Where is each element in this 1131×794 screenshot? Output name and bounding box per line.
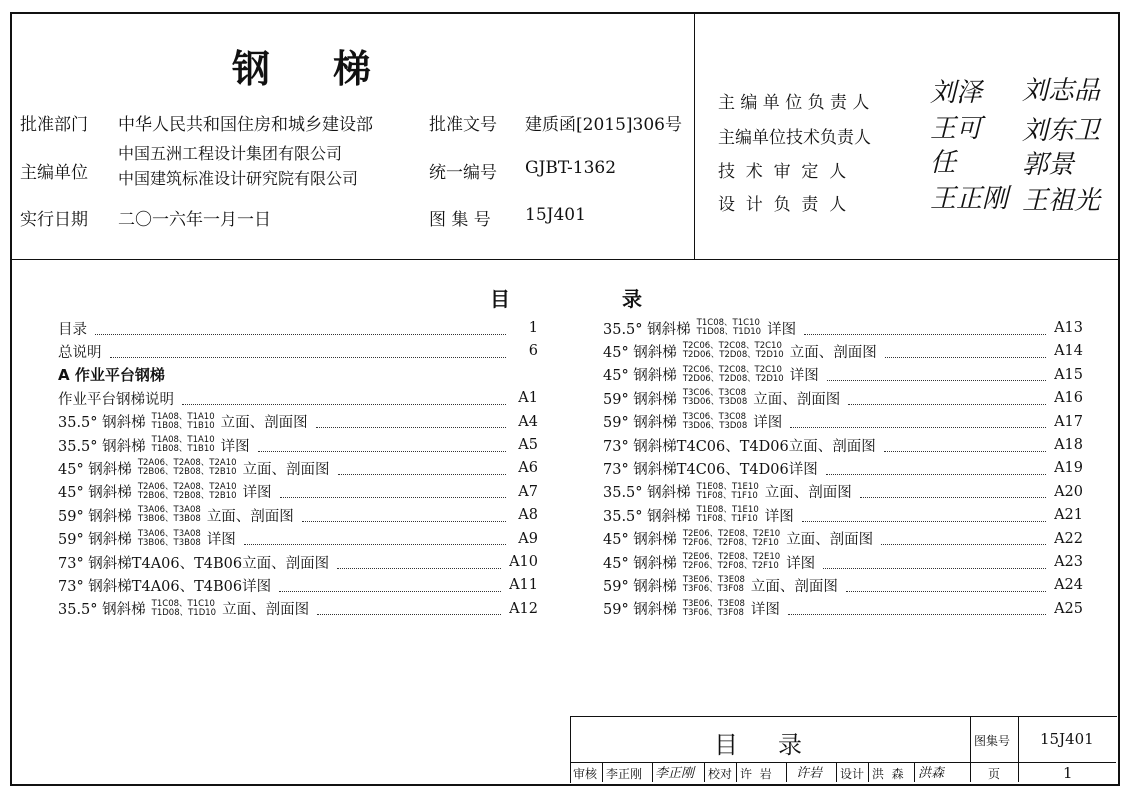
toc-entry-suffix: 立面、剖面图 [242,461,330,478]
role-tech-head: 主编单位技术负责人 [718,128,871,148]
toc-entry-code: T3D06、T3D08 [682,420,748,431]
toc-entry-title: 35.5° 钢斜梯 [603,321,691,338]
editor-label: 主编单位 [20,163,88,183]
toc-entry-page: A14 [1054,343,1083,360]
signature-design-head-2: 王祖光 [1022,186,1101,216]
toc-entry-suffix: 立面、剖面图 [786,532,874,549]
toc-entry-code: T1E08、T1E10 [696,505,759,516]
effective-date: 二〇一六年一月一日 [118,210,271,230]
footer-atlas-value: 15J401 [1040,730,1094,748]
toc-entry-codes [683,576,745,594]
toc-entry-page: A12 [509,600,538,617]
toc-entry-page: A6 [518,460,538,477]
toc-leader-dots [110,345,507,358]
check-signature: 许岩 [796,766,823,781]
toc-entry-codes [138,483,237,501]
footer-page-label: 页 [988,767,1001,781]
toc-entry-title: 73° 钢斜梯T4A06、T4B06立面、剖面图 [58,555,330,572]
toc-entry-code: T2C06、T2C08、T2C10 [682,341,782,352]
toc-entry [603,598,1083,620]
toc-entry-code: T1B08、T1B10 [151,444,215,454]
toc-entry-code: T2E06、T2E08、T2E10 [682,552,781,562]
toc-entry [58,504,538,526]
toc-entry-code: T3D06、T3D08 [682,397,748,408]
toc-entry [58,317,538,339]
role-design-head: 设 计 负 责 人 [718,195,847,215]
toc-entry-page: 6 [528,343,538,360]
toc-entry-codes [138,530,201,548]
toc-entry [58,364,538,386]
toc-entry-page: A16 [1054,390,1083,407]
toc-leader-dots [848,392,1046,405]
toc-entry [58,551,538,573]
toc-entry-page: A9 [518,530,538,547]
toc-entry-code: T2E06、T2E08、T2E10 [682,528,781,539]
toc-entry-suffix: 详图 [753,415,783,432]
toc-entry-code: T2B06、T2B08、T2B10 [137,490,237,501]
toc-entry-page: A23 [1054,554,1083,570]
toc-entry [58,387,538,409]
review-name: 李正刚 [606,767,643,781]
toc-entry-title: 45° 钢斜梯 [603,368,677,385]
cell-div-f [836,762,837,782]
toc-entry-title: 59° 钢斜梯 [603,578,677,595]
toc-leader-dots [244,532,506,545]
toc-entry-code: T3E06、T3E08 [682,575,745,586]
toc-leader-dots [885,345,1046,358]
cell-div-d [736,762,737,782]
signature-tech-reviewer-2: 郭景 [1022,150,1075,180]
toc-entry-suffix: 立面、剖面图 [206,508,294,525]
toc-entry-title: 45° 钢斜梯 [58,461,132,478]
signature-tech-reviewer-1: 任 [930,148,957,178]
toc-leader-dots [804,322,1046,335]
toc-entry-code: T2A06、T2A08、T2A10 [137,481,237,492]
toc-entry-suffix: 立面、剖面图 [750,578,838,595]
toc-entry-page: A11 [509,577,538,594]
toc-entry [58,598,538,620]
approval-doc: 建质函[2015]306号 [525,115,682,135]
toc-entry-code: T3F06、T3F08 [682,607,744,618]
toc-entry-title: 59° 钢斜梯 [58,508,132,525]
toc-entry-suffix: 详图 [242,485,272,502]
signature-tech-head-2: 刘东卫 [1022,116,1101,146]
toc-entry-code: T2B06、T2B08、T2B10 [137,467,237,478]
signature-chief-unit-head-1: 刘泽 [930,78,983,108]
toc-entry-suffix: 详图 [764,508,794,525]
design-signature: 洪森 [918,766,945,781]
toc-entry-code: T3C06、T3C08 [682,388,747,399]
design-name: 洪 森 [872,767,904,781]
footer-title: 目录 [714,731,842,759]
toc-entry-codes [138,506,201,524]
toc-entry-codes [152,413,215,431]
toc-entry-code: T3B06、T3B08 [137,537,201,548]
toc-entry [58,434,538,456]
toc-entry-title: 73° 钢斜梯T4C06、T4D06立面、剖面图 [603,438,876,455]
toc-entry-page: A1 [518,390,538,407]
toc-entry-codes [683,530,780,548]
approval-doc-label: 批准文号 [429,115,497,135]
toc-entry-codes [683,413,747,431]
toc-entry-title: A 作业平台钢梯 [58,366,165,385]
toc-leader-dots [317,602,501,615]
toc-entry-page: A18 [1054,437,1083,453]
toc-entry-code: T1B08、T1B10 [151,420,215,431]
toc-leader-dots [337,556,501,569]
role-tech-reviewer: 技 术 审 定 人 [718,162,847,182]
toc-leader-dots [788,602,1046,615]
toc-entry-title: 35.5° 钢斜梯 [603,508,691,525]
toc-entry-page: A7 [518,483,538,500]
toc-entry [58,574,538,596]
toc-entry-page: A25 [1054,600,1083,617]
toc-entry-code: T3B06、T3B08 [137,514,201,525]
toc-entry-codes [683,553,780,571]
toc-entry-page: A24 [1054,577,1083,594]
toc-leader-dots [182,392,506,405]
toc-entry-codes [683,342,784,360]
toc-entry-suffix: 立面、剖面图 [789,344,877,361]
unified-no-label: 统一编号 [429,163,497,183]
toc-entry [58,340,538,362]
toc-leader-dots [823,556,1046,569]
toc-leader-dots [884,439,1046,452]
toc-entry-title: 73° 钢斜梯T4C06、T4D06详图 [603,461,818,478]
toc-leader-dots [827,368,1046,381]
toc-entry-code: T1C08、T1C10 [151,598,215,609]
toc-entry [603,457,1083,479]
toc-entry-suffix: 详图 [789,368,819,385]
toc-entry-code: T1D08、T1D10 [696,327,762,337]
cell-div-a [602,762,603,782]
toc-entry-suffix: 立面、剖面图 [220,415,308,432]
header-vertical-divider [694,12,695,259]
toc-entry [603,434,1083,456]
atlas-title: 钢 梯 [232,46,373,91]
atlas-no-label: 图 集 号 [429,210,491,230]
toc-entry-page: A17 [1054,413,1083,430]
role-chief-unit-head: 主 编 单 位 负 责 人 [718,93,870,113]
toc-entry-codes [138,459,237,477]
toc-entry-suffix: 立面、剖面图 [764,485,852,502]
toc-entry-codes [683,389,747,407]
footer-col-divider-2 [1018,716,1019,782]
toc-entry-title: 73° 钢斜梯T4A06、T4B06详图 [58,578,272,595]
toc-entry-code: T2D06、T2D08、T2D10 [682,373,784,384]
toc-entry-suffix: 详图 [206,532,236,549]
toc-leader-dots [881,532,1046,545]
toc-entry-suffix: 详图 [767,321,797,338]
toc-entry-code: T2A06、T2A08、T2A10 [137,458,237,469]
toc-entry [603,481,1083,503]
toc-entry-code: T3C06、T3C08 [682,411,747,422]
signature-chief-unit-head-2: 刘志品 [1022,76,1101,106]
editor-unit-1: 中国五洲工程设计集团有限公司 [118,144,343,163]
toc-entry-code: T2D06、T2D08、T2D10 [682,350,784,361]
signature-tech-head-1: 王可 [930,114,983,144]
editor-unit-2: 中国建筑标准设计研究院有限公司 [118,169,359,188]
approval-dept: 中华人民共和国住房和城乡建设部 [118,115,373,135]
toc-entry-codes [152,600,216,618]
toc-entry-title: 45° 钢斜梯 [603,532,677,549]
footer-col-divider-1 [970,716,971,782]
toc-entry [58,411,538,433]
toc-entry-title: 59° 钢斜梯 [603,602,677,619]
toc-entry-code: T2F06、T2F08、T2F10 [682,561,779,571]
toc-entry [603,504,1083,526]
toc-entry [58,457,538,479]
toc-entry [603,340,1083,362]
cell-div-g [868,762,869,782]
toc-heading-left: 目 [490,287,510,311]
toc-leader-dots [95,322,506,335]
toc-leader-dots [316,415,506,428]
toc-entry [603,411,1083,433]
toc-entry-codes [697,483,759,501]
toc-entry-code: T1A08、T1A10 [151,435,215,445]
toc-entry-code: T1C08、T1C10 [696,318,760,328]
footer-page-value: 1 [1063,764,1073,782]
toc-entry-code: T3E06、T3E08 [682,598,745,609]
toc-leader-dots [280,485,506,498]
toc-entry-page: A21 [1054,507,1083,524]
toc-entry-title: 目录 [58,321,87,338]
toc-entry-page: A15 [1054,366,1083,383]
toc-entry-codes [683,366,784,384]
toc-entry-code: T3F06、T3F08 [682,584,744,595]
toc-entry-page: A13 [1054,320,1083,336]
toc-entry-codes [683,600,745,618]
toc-entry-codes [697,506,759,524]
toc-entry-title: 35.5° 钢斜梯 [58,415,146,432]
toc-entry-title: 35.5° 钢斜梯 [58,602,146,619]
toc-entry-suffix: 立面、剖面图 [222,602,310,619]
toc-entry-title: 35.5° 钢斜梯 [58,438,146,455]
toc-entry-title: 59° 钢斜梯 [603,391,677,408]
toc-entry [58,528,538,550]
toc-entry [603,364,1083,386]
toc-entry-page: A4 [518,413,538,430]
toc-entry-page: A20 [1054,483,1083,500]
toc-entry [603,528,1083,550]
toc-entry-title: 作业平台钢梯说明 [58,391,174,408]
toc-entry-code: T3A06、T3A08 [137,528,201,539]
toc-entry-suffix: 详图 [786,555,816,572]
toc-leader-dots [258,439,506,452]
unified-no: GJBT-1362 [525,158,617,178]
toc-heading-right: 录 [622,287,642,311]
toc-entry-title: 45° 钢斜梯 [58,485,132,502]
toc-leader-dots [860,485,1046,498]
toc-entry-page: A10 [509,554,538,570]
review-label: 审核 [573,767,598,781]
toc-entry-code: T1F08、T1F10 [696,490,758,501]
toc-entry-code: T2C06、T2C08、T2C10 [682,364,782,375]
design-label: 设计 [840,767,865,781]
toc-entry-title: 45° 钢斜梯 [603,344,677,361]
toc-leader-dots [802,509,1046,522]
toc-entry-codes [697,319,761,337]
approval-dept-label: 批准部门 [20,115,88,135]
toc-entry-page: 1 [528,320,538,336]
signature-design-head-1: 王正刚 [930,184,1009,214]
toc-entry-page: A5 [518,437,538,453]
toc-leader-dots [846,579,1046,592]
toc-leader-dots [790,415,1046,428]
toc-entry-suffix: 详图 [750,602,780,619]
toc-entry-code: T1D08、T1D10 [151,607,217,618]
toc-entry-title: 59° 钢斜梯 [58,532,132,549]
toc-entry-title: 总说明 [58,344,102,361]
toc-entry-page: A19 [1054,460,1083,477]
toc-leader-dots [338,462,506,475]
toc-entry-code: T1F08、T1F10 [696,514,758,525]
toc-entry-codes [152,436,215,454]
cell-div-b [652,762,653,782]
toc-entry-suffix: 详图 [220,438,250,455]
toc-entry-title: 59° 钢斜梯 [603,415,677,432]
toc-entry-code: T2F06、T2F08、T2F10 [682,537,779,548]
review-signature: 李正刚 [655,766,695,781]
effective-date-label: 实行日期 [20,210,88,230]
cell-div-c [704,762,705,782]
toc-entry [603,551,1083,573]
toc-leader-dots [826,462,1046,475]
atlas-no: 15J401 [525,205,586,225]
toc-leader-dots [302,509,506,522]
cell-div-e [786,762,787,782]
toc-leader-dots [279,579,501,592]
toc-entry-title: 35.5° 钢斜梯 [603,485,691,502]
toc-entry [603,574,1083,596]
cell-div-h [914,762,915,782]
toc-entry [58,481,538,503]
toc-entry-code: T1A08、T1A10 [151,411,215,422]
footer-atlas-label: 图集号 [974,734,1011,748]
toc-entry-page: A22 [1054,530,1083,547]
header-divider [10,259,1118,260]
toc-entry-page: A8 [518,507,538,524]
toc-entry-code: T3A06、T3A08 [137,505,201,516]
check-label: 校对 [708,767,733,781]
toc-entry-code: T1E08、T1E10 [696,481,759,492]
toc-entry-suffix: 立面、剖面图 [753,391,841,408]
toc-entry [603,317,1083,339]
toc-entry-title: 45° 钢斜梯 [603,555,677,572]
check-name: 许 岩 [740,767,772,781]
toc-entry [603,387,1083,409]
